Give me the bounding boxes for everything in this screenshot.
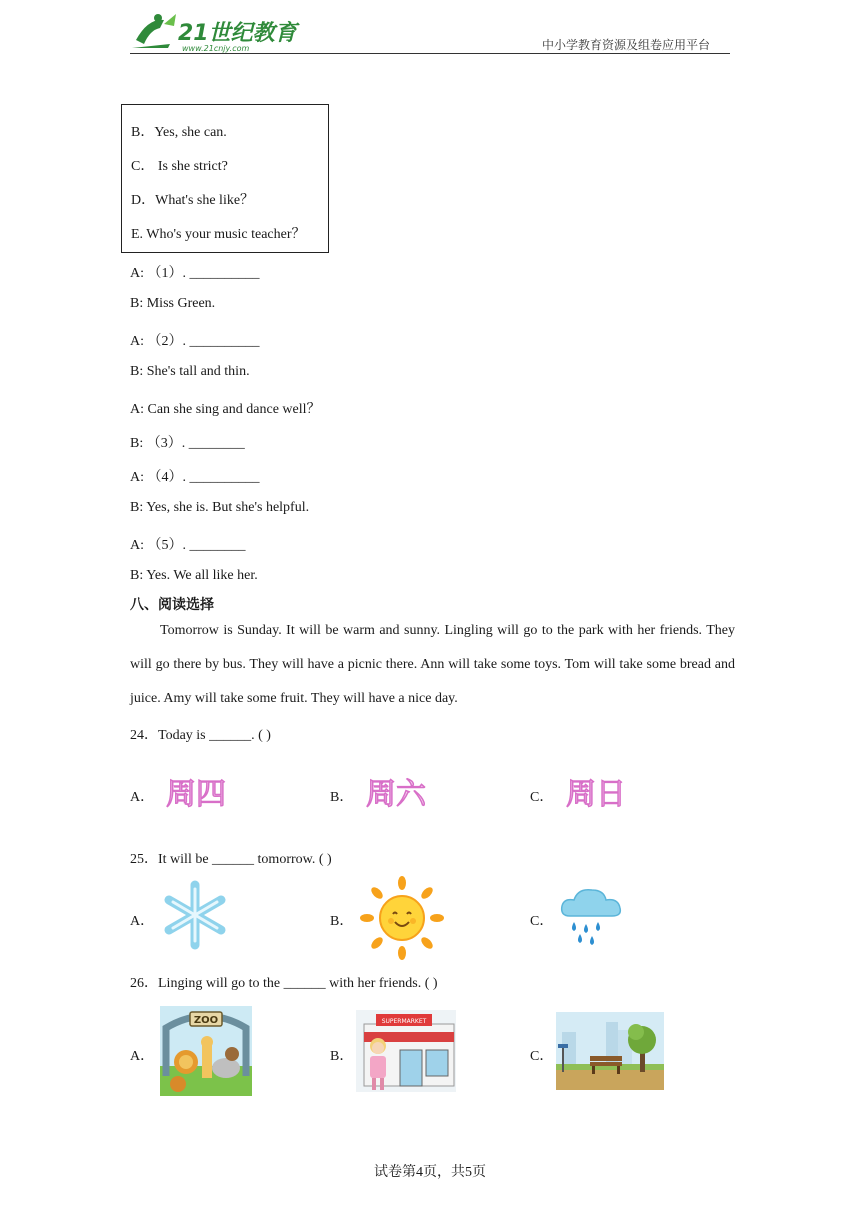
svg-text:SUPERMARKET: SUPERMARKET <box>381 1018 427 1025</box>
svg-text:周四: 周四 <box>166 777 226 812</box>
page-footer: 试卷第4页，共5页 <box>374 1165 486 1180</box>
dialogue-line: B: She's tall and thin. <box>130 364 250 379</box>
svg-text:周六: 周六 <box>366 777 426 812</box>
dialogue-line: B: （3）. ________ <box>130 436 245 451</box>
q25-option-b-letter[interactable]: B． <box>330 914 354 929</box>
q25-option-c-letter[interactable]: C． <box>530 914 554 929</box>
q24-option-b-letter[interactable]: B． <box>330 790 354 805</box>
smiling-sun-icon[interactable] <box>360 876 444 965</box>
header-platform-text: 中小学教育资源及组卷应用平台 <box>541 38 710 52</box>
rain-cloud-icon[interactable] <box>556 882 628 953</box>
svg-text:21世纪教育: 21世纪教育 <box>178 21 297 46</box>
dialogue-line: B: Yes, she is. But she's helpful. <box>130 500 310 515</box>
q24-option-c-letter[interactable]: C． <box>530 790 554 805</box>
svg-text:周日: 周日 <box>566 777 626 812</box>
header-divider <box>130 53 730 54</box>
site-logo <box>130 10 300 54</box>
dialogue-line: A: （4）. __________ <box>130 470 260 485</box>
svg-text:ZOO: ZOO <box>193 1015 219 1026</box>
sunday-handwriting-icon[interactable] <box>560 770 648 819</box>
saturday-handwriting-icon[interactable] <box>360 770 444 819</box>
option-d: D．What's she like？ <box>131 193 255 208</box>
dialogue-line: A: （1）. __________ <box>130 266 260 281</box>
q26-option-c-letter[interactable]: C． <box>530 1049 554 1064</box>
dialogue-line: B: Miss Green. <box>130 296 216 311</box>
section-title: 八、阅读选择 <box>130 597 214 613</box>
zoo-picture-icon[interactable] <box>160 1006 252 1101</box>
option-b: B．Yes, she can. <box>131 125 227 140</box>
supermarket-picture-icon[interactable] <box>356 1010 456 1097</box>
dialogue-line: B: Yes. We all like her. <box>130 568 258 583</box>
answer-options-box <box>121 104 329 253</box>
thursday-handwriting-icon[interactable] <box>160 770 244 819</box>
question-25-stem: 25．It will be ______ tomorrow. ( ) <box>130 852 332 867</box>
q26-option-a-letter[interactable]: A． <box>130 1049 155 1064</box>
park-picture-icon[interactable] <box>556 1012 664 1095</box>
option-e: E. Who's your music teacher？ <box>131 227 306 242</box>
dialogue-line: A: Can she sing and dance well？ <box>130 402 321 417</box>
dialogue-line: A: （2）. __________ <box>130 334 260 349</box>
q26-option-b-letter[interactable]: B． <box>330 1049 354 1064</box>
reading-passage: Tomorrow is Sunday. It will be warm and sunny. Lingling will go to the park with her friends. They will go there by bus. They will have a picnic there. Ann will take some toys. Tom will take some bread and juice. Amy will take some fruit. They will have a nice day. <box>130 623 735 706</box>
snowflake-icon[interactable] <box>156 880 234 955</box>
dialogue-line: A: （5）. ________ <box>130 538 246 553</box>
q25-option-a-letter[interactable]: A． <box>130 914 155 929</box>
question-24-stem: 24．Today is ______. ( ) <box>130 728 271 743</box>
svg-text:www.21cnjy.com: www.21cnjy.com <box>182 44 250 53</box>
option-c: C． Is she strict? <box>131 159 228 174</box>
q24-option-a-letter[interactable]: A． <box>130 790 155 805</box>
question-26-stem: 26．Linging will go to the ______ with her friends. ( ) <box>130 976 438 991</box>
